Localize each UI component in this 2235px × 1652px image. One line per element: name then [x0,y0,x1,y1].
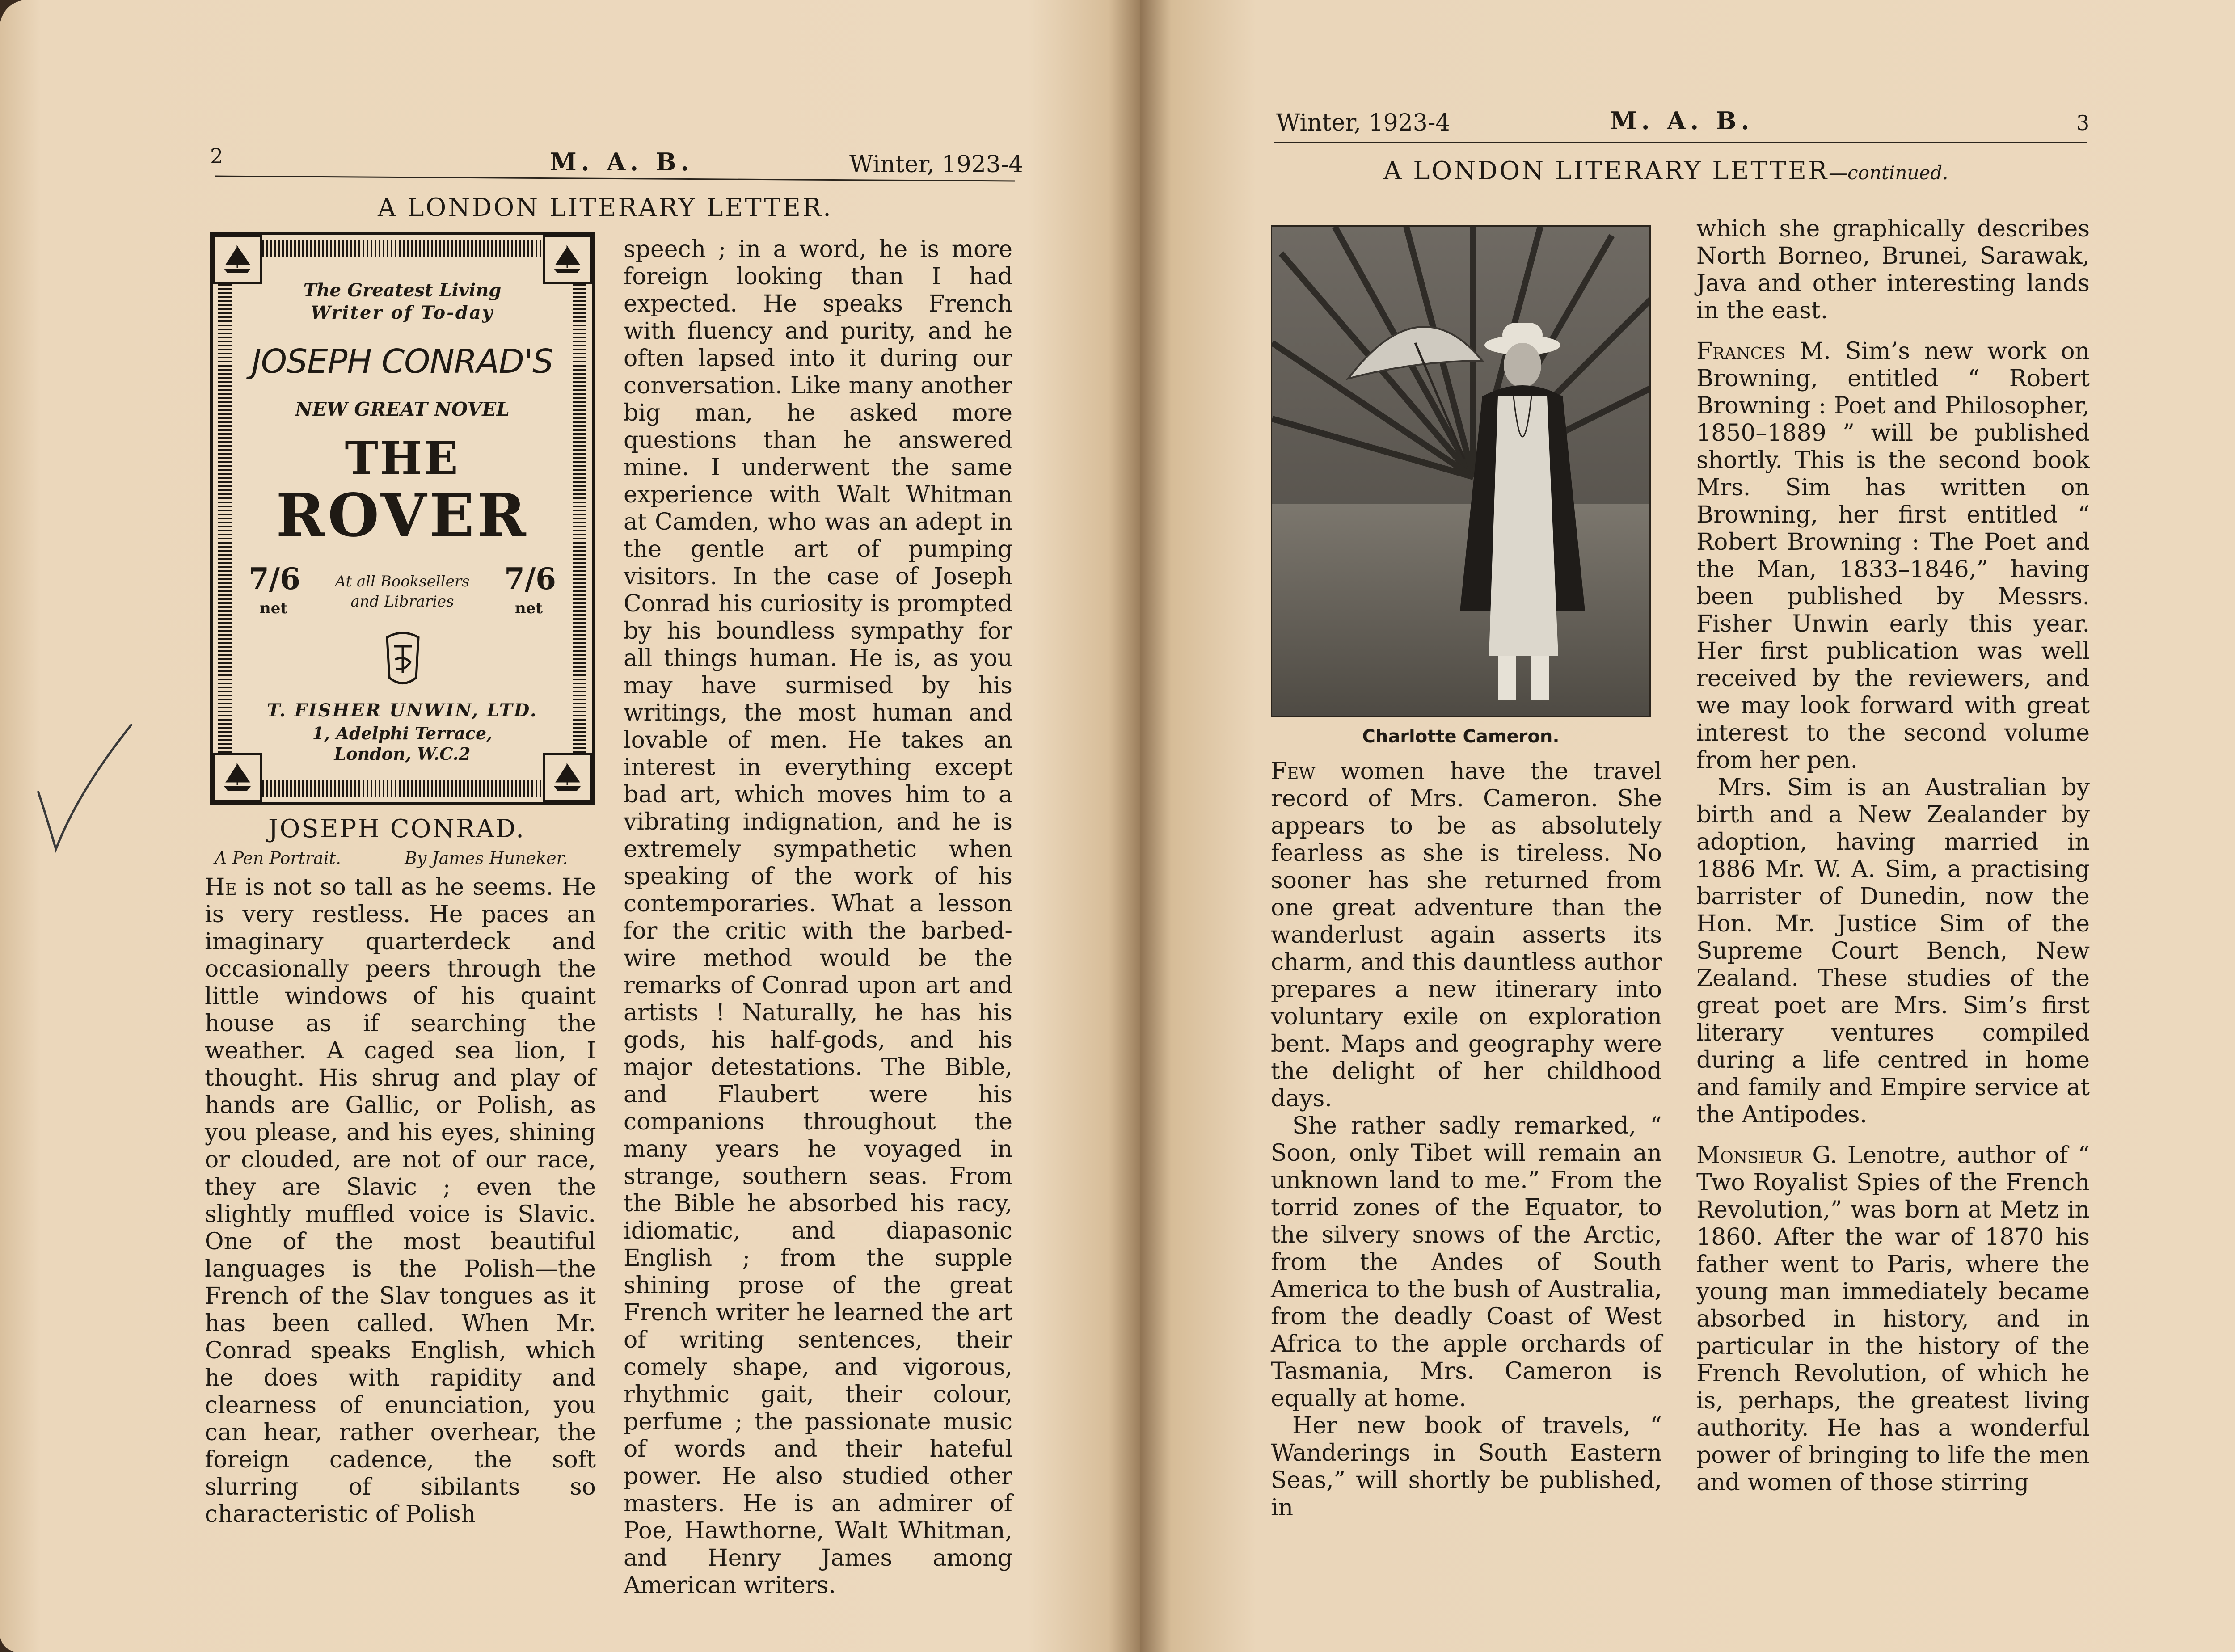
article-title-left: A LONDON LITERARY LETTER. [378,193,833,222]
paragraph: She rather sadly remarked, “ Soon, only Tibet will remain an unknown land to me.” From the torrid zones of the Equator, to the silvery snows of the Arctic, from the Andes of South America to the bush of Australia, from the deadly Coast of West Africa to the apple orchards of Tasmania, Mrs. Cameron is equally at home. [1271,1113,1662,1412]
paragraph: G. Lenotre, author of “ Two Royalist Spies of the French Revolution,” was born at Metz in 1860. After the war of 1870 his father went to Paris, where the young man immediately became absorbed in history, and in particular in the history of the French Revolution, of which he is, perhaps, the greatest living authority. He has a wonderful power of bringing to life the men and women of those stirring [1696,1142,2090,1496]
ad-net-right: net [514,599,543,617]
paragraph: is not so tall as he seems. He is very restless. He paces an imaginary quarterdeck and occasionally peers through the little windows of his quaint house as if searching the weather. A caged sea lion, I thought. His shrug and play of hands are Gallic, or Polish, as you please, and his eyes, shining or clouded, are not of our race, they are Slavic ; even the slightly muffled voice is Slavic. One of the most beautiful languages is the Polish—the French of the Slav tongues as it has been called. When Mr. Conrad speaks English, which he does with rapidity and clearness of enunciation, you can hear, rather overhear, the foreign cadence, the soft slurring of sibilants so characteristic of Polish [205,874,596,1528]
paragraph: Mrs. Sim is an Australian by birth and a New Zealander by adoption, having married in 1886 Mr. W. A. Sim, a practising barrister of Dunedin, now the Hon. Mr. Justice Sim of the Supreme Court Bench, New Zealand. These studies of the great poet are Mrs. Sim’s first literary ventures compiled during a life centred in home and family and Empire service at the Antipodes. [1696,774,2090,1128]
section-byline: By James Huneker. [405,848,568,868]
ad-price-left: 7/6 [249,561,300,596]
dropcap: He [205,874,237,901]
ad-border-top [262,240,543,257]
paragraph: speech ; in a word, he is more foreign looking than I had expected. He speaks French with fluency and purity, and he often lapsed into it during our conversation. Like many another big man, he asked more questions than he answered mine. I underwent the same experience with Walt Whitman at Camden, who was an adept in the gentle art of pumping visitors. In the case of Joseph Conrad his curiosity is prompted by his boundless sympathy for all things human. He is, as you may have surmised by his writings, the most human and lovable of men. He takes an interest in everything except bad art, which moves him to a vibrating indignation, and he is extremely sympathetic when speaking of the work of his contemporaries. What a lesson for the critic with the barbed-wire method would be the remarks of Conrad upon art and artists ! Naturally, he has his gods, his half-gods, and his major detestations. The Bible, and Flaubert were his companions throughout the many years he voyaged in strange, southern seas. From the Bible he absorbed his racy, idiomatic, and diapasonic English ; from the supple shining prose of the great French writer he learned the art of writing sentences, their comely shape, and vigorous, rhythmic gait, their colour, perfume ; the passionate music of words and their hateful power. He also studied other masters. He is an admirer of Poe, Hawthorne, Walt Whitman, and Henry James among American writers. [624,236,1012,1599]
left-column-2 [624,236,1012,1599]
ad-border-bottom [262,780,543,796]
paragraph: Her new book of travels, “ Wanderings in South Eastern Seas,” will shortly be published, in [1271,1412,1662,1521]
dropcap: Monsieur [1696,1142,1802,1169]
running-head-right: M. A. B. [1610,106,1754,135]
continued-label: —continued. [1829,162,1948,184]
publisher-logo-icon [378,628,427,693]
section-kicker: A Pen Portrait. [215,848,342,868]
ad-sold-1: At all Booksellers [335,573,470,590]
ad-tagline-1: The Greatest Living [303,280,502,301]
ship-icon [543,235,592,284]
ad-title-the: THE [345,432,460,485]
section-heading: JOSEPH CONRAD. [268,814,525,843]
photo-image [1272,227,1651,717]
ad-publisher: T. FISHER UNWIN, LTD. [267,700,538,721]
article-title-right [1383,156,1948,185]
ad-author: JOSEPH CONRAD'S [251,342,553,381]
ad-subtitle: NEW GREAT NOVEL [295,398,510,420]
article-title-text: A LONDON LITERARY LETTER [1383,156,1829,185]
dropcap: Frances [1696,338,1786,365]
check-mark-icon [25,715,141,858]
running-head-left: M. A. B. [550,148,694,176]
left-column-1 [205,874,596,1528]
ad-address-2: London, W.C.2 [334,744,471,764]
header-rule-right [1274,142,2087,143]
ad-sold-2: and Libraries [350,593,454,611]
photo-caption: Charlotte Cameron. [1362,726,1560,747]
ad-tagline-2: Writer of To-day [311,302,494,323]
paragraph: which she graphically describes North Borneo, Brunei, Sarawak, Java and other interesting lands in the east. [1696,215,2090,324]
ad-address-1: 1, Adelphi Terrace, [312,723,493,743]
ship-icon [213,235,262,284]
paragraph: M. Sim’s new work on Browning, entitled “ Robert Browning : Poet and Philosopher, 1850–1889 ” will be published shortly. This is the second book Mrs. Sim has written on Browning, her first entitled “ Robert Browning : The Poet and the Man, 1833–1846,” having been published by Messrs. Fisher Unwin early this year. Her first publication was well received by the reviewers, and we may look forward with great interest to the second volume from her pen. [1696,338,2090,774]
ad-net-left: net [260,599,288,617]
season-right: Winter, 1923-4 [1276,110,1451,136]
right-column-2 [1696,215,2090,1496]
rover-advertisement [210,232,595,805]
photo-charlotte-cameron [1271,225,1651,717]
ad-title-rover: ROVER [276,481,529,550]
dropcap: Few [1271,758,1316,785]
paragraph: women have the travel record of Mrs. Cameron. She appears to be as absolutely fearless as she is tireless. No sooner has she returned from one great adventure than the wanderlust again asserts its charm, and this dauntless author prepares a new itinerary into voluntary exile on exploration bent. Maps and geography were the delight of her childhood days. [1271,758,1662,1112]
page-number-left: 2 [210,144,224,168]
right-column-1 [1271,758,1662,1521]
page-number-right: 3 [2076,111,2090,135]
ad-price-right: 7/6 [504,561,556,596]
season-left: Winter, 1923-4 [849,151,1024,178]
